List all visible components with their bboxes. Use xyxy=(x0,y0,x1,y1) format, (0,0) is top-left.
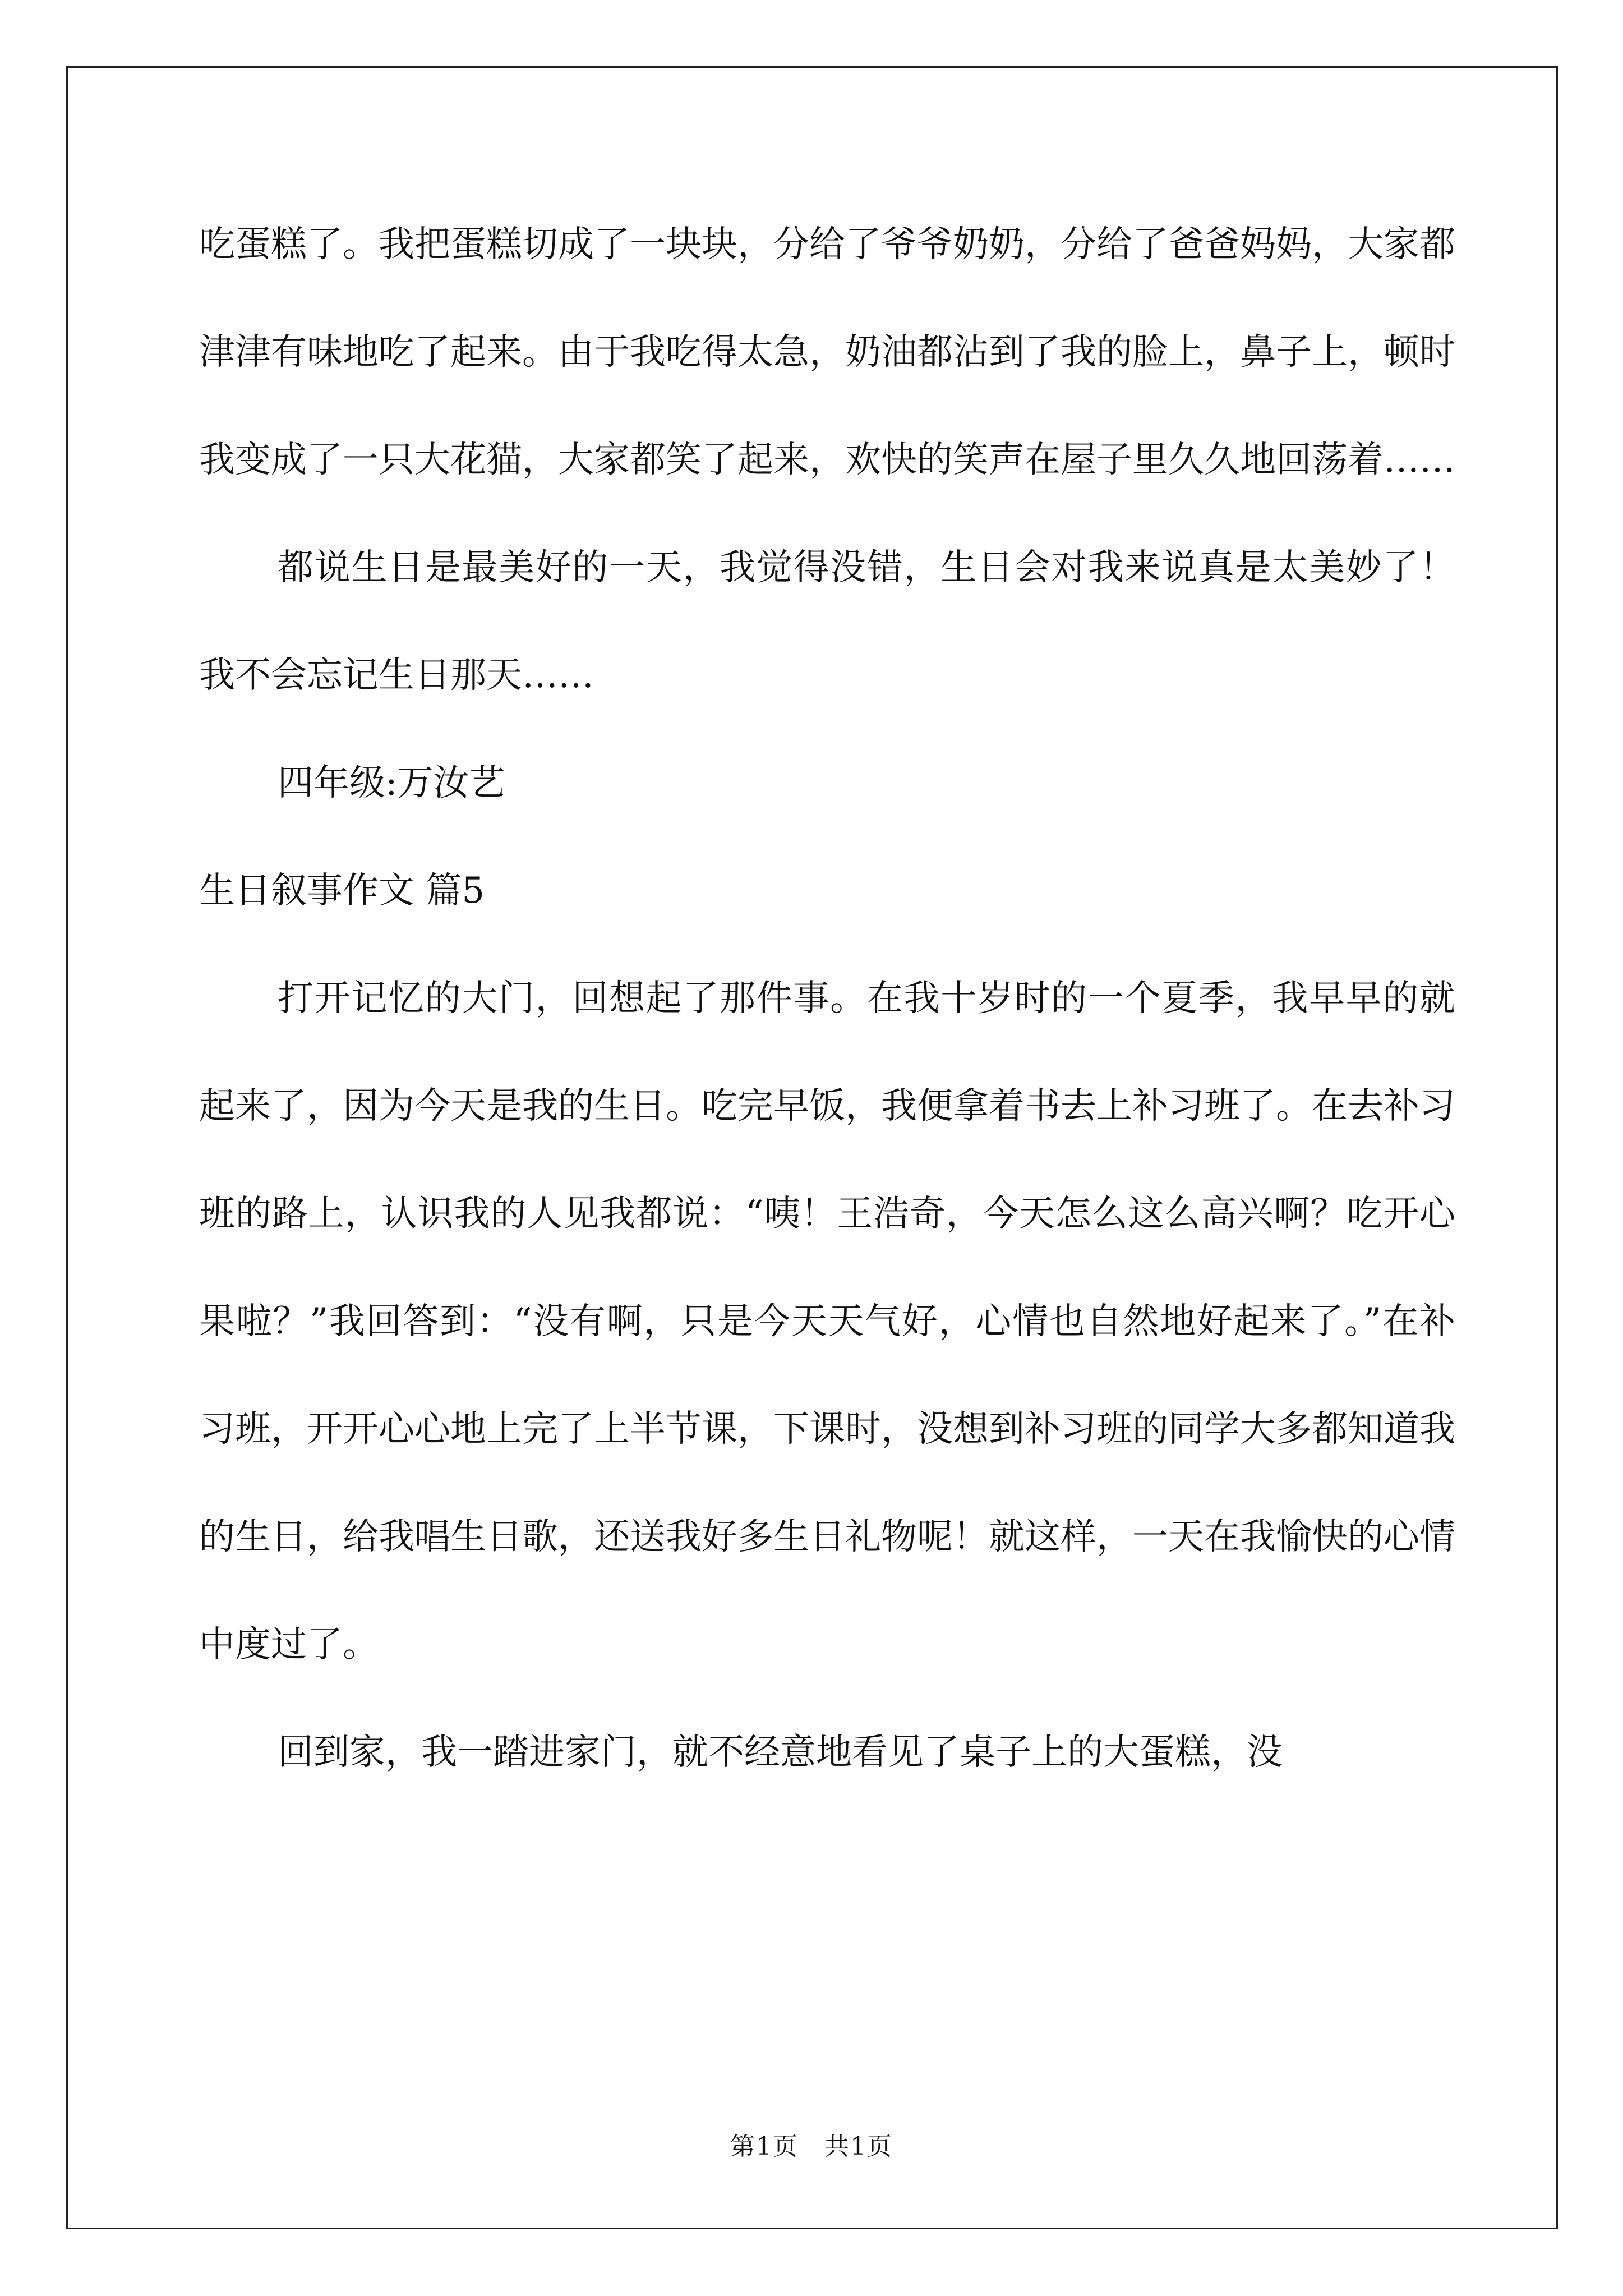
paragraph-continuation: 吃蛋糕了。我把蛋糕切成了一块块，分给了爷爷奶奶，分给了爸爸妈妈，大家都津津有味地吃了起来。由于我吃得太急，奶油都沾到了我的脸上，鼻子上，顿时我变成了一只大花猫，大家都笑了起来，欢快的笑声在屋子里久久地回荡着…… xyxy=(199,224,1455,481)
document-body xyxy=(199,191,1455,1806)
author-signoff: 四年级:万汝艺 xyxy=(278,762,505,804)
paragraph-return-home: 回到家，我一踏进家门，就不经意地看见了桌子上的大蛋糕，没 xyxy=(278,1732,1283,1773)
page-footer: 第1页 共1页 xyxy=(730,2132,893,2161)
essay-heading: 生日叙事作文 篇5 xyxy=(199,870,485,912)
paragraph-story: 打开记忆的大门，回想起了那件事。在我十岁时的一个夏季，我早早的就起来了，因为今天是我的生日。吃完早饭，我便拿着书去上补习班了。在去补习班的路上，认识我的人见我都说：“咦！王浩奇，今天怎么这么高兴啊？吃开心果啦？”我回答到：“没有啊，只是今天天气好，心情也自然地好起来了。”在补习班，开开心心地上完了上半节课，下课时，没想到补习班的同学大多都知道我的生日，给我唱生日歌，还送我好多生日礼物呢！就这样，一天在我愉快的心情中度过了。 xyxy=(199,978,1455,1665)
paragraph-conclusion: 都说生日是最美好的一天，我觉得没错，生日会对我来说真是太美妙了！我不会忘记生日那天…… xyxy=(199,547,1455,696)
